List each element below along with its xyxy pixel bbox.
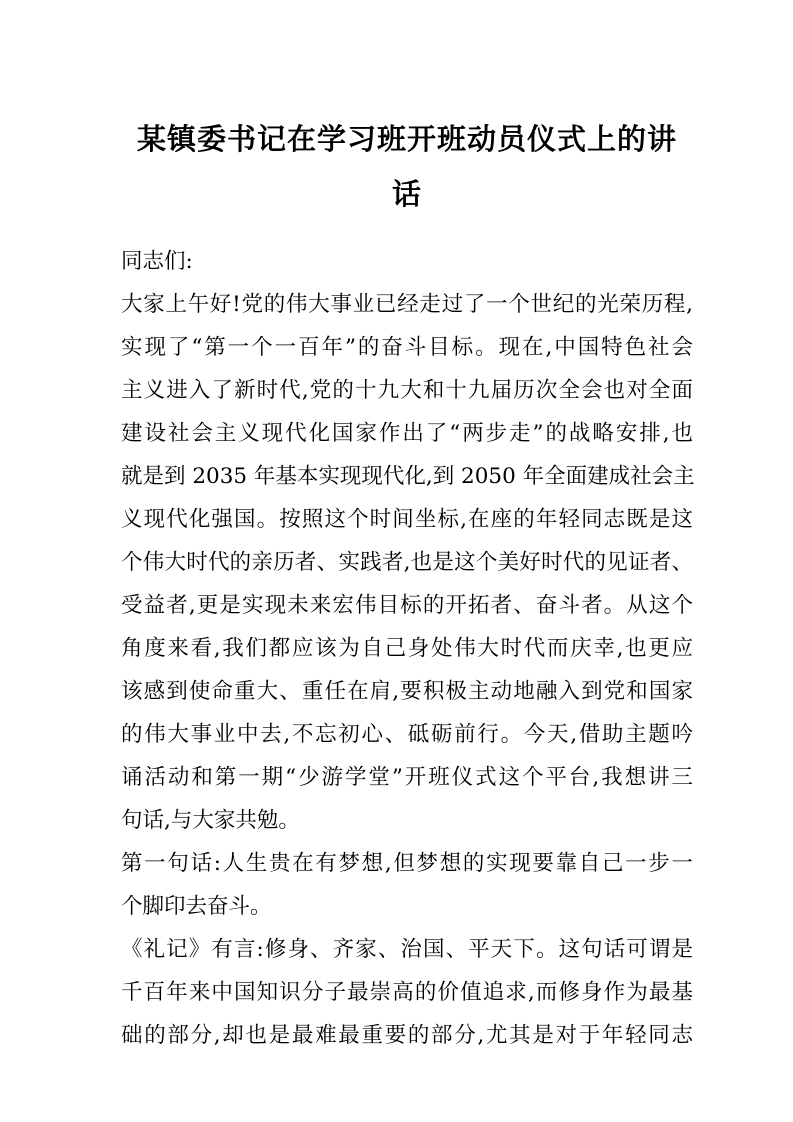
text-line: 第一句话:人生贵在有梦想,但梦想的实现要靠自己一步一: [121, 851, 693, 876]
text-line: 义现代化强国。按照这个时间坐标,在座的年轻同志既是这: [121, 507, 693, 532]
text-line: 主义进入了新时代,党的十九大和十九届历次全会也对全面: [121, 378, 693, 403]
text-line: 的伟大事业中去,不忘初心、砥砺前行。今天,借助主题吟: [121, 722, 693, 747]
text-line: 角度来看,我们都应该为自己身处伟大时代而庆幸,也更应: [121, 636, 693, 661]
text-line: 千百年来中国知识分子最崇高的价值追求,而修身作为最基: [121, 980, 693, 1005]
text-line: 实现了“第一个一百年”的奋斗目标。现在,中国特色社会: [121, 335, 693, 360]
document-title: [121, 112, 693, 222]
title-line: 某镇委书记在学习班开班动员仪式上的讲: [136, 122, 677, 156]
document-body: [121, 240, 693, 1057]
text-line: 就是到 2035 年基本实现现代化,到 2050 年全面建成社会主: [121, 464, 695, 489]
title-line: 话: [391, 177, 422, 211]
text-line: 同志们:: [121, 249, 193, 274]
text-line: 建设社会主义现代化国家作出了“两步走”的战略安排,也: [121, 421, 693, 446]
text-line: 《礼记》有言:修身、齐家、治国、平天下。这句话可谓是: [121, 937, 693, 962]
text-line: 个脚印去奋斗。: [121, 894, 272, 919]
text-line: 句话,与大家共勉。: [121, 808, 300, 833]
text-line: 受益者,更是实现未来宏伟目标的开拓者、奋斗者。从这个: [121, 593, 693, 618]
text-line: 诵活动和第一期“少游学堂”开班仪式这个平台,我想讲三: [121, 765, 693, 790]
text-line: 该感到使命重大、重任在肩,要积极主动地融入到党和国家: [121, 679, 693, 704]
text-line: 础的部分,却也是最难最重要的部分,尤其是对于年轻同志: [121, 1023, 693, 1048]
text-line: 个伟大时代的亲历者、实践者,也是这个美好时代的见证者、: [121, 550, 693, 575]
text-line: 大家上午好!党的伟大事业已经走过了一个世纪的光荣历程,: [121, 292, 693, 317]
